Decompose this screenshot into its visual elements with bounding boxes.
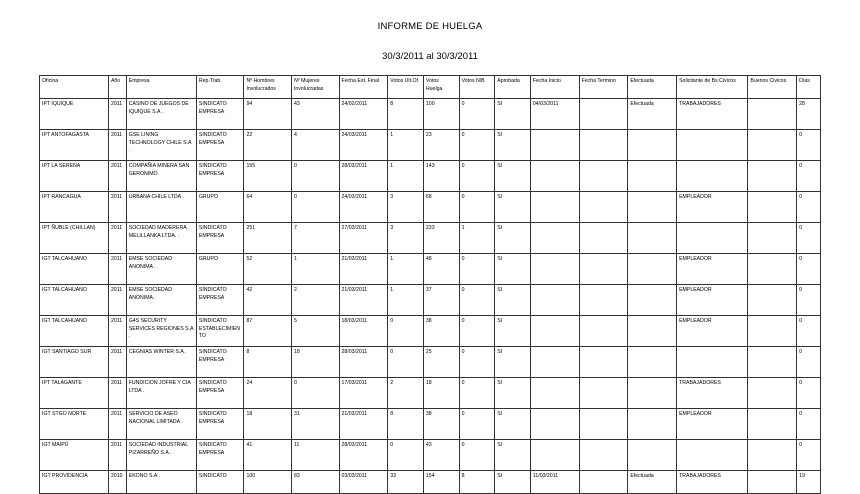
table-cell: 1 [388, 161, 424, 192]
table-cell: EMSE SOCIEDAD ANONIMA . [126, 285, 196, 316]
table-cell: 21/03/2011 [339, 285, 388, 316]
table-cell [530, 409, 579, 440]
table-cell: 0 [459, 99, 495, 130]
table-cell: 0 [797, 161, 821, 192]
table-cell: GSE LINING TECHNOLOGY CHILE S.A . [126, 130, 196, 161]
column-header: Rep.Trab. [196, 76, 244, 99]
table-cell: IGT TALCAHUANO [40, 254, 109, 285]
table-cell: 64 [244, 192, 292, 223]
table-cell: 0 [459, 378, 495, 409]
table-cell: SINDICATO EMPRESA [196, 285, 244, 316]
table-cell: 0 [797, 285, 821, 316]
table-cell: EMPLEADOR [677, 316, 748, 347]
table-cell: 11 [291, 440, 339, 471]
table-row [40, 440, 821, 471]
table-cell: 22 [244, 130, 292, 161]
table-cell [530, 316, 579, 347]
table-cell [530, 130, 579, 161]
table-cell [748, 316, 797, 347]
table-cell: IPT ÑUBLE (CHILLAN) [40, 223, 109, 254]
table-header-row [40, 76, 821, 99]
table-cell: SI [495, 378, 531, 409]
table-cell: 21/03/2011 [339, 254, 388, 285]
table-cell [677, 223, 748, 254]
table-cell: 38 [423, 316, 459, 347]
table-cell: EKONO S.A . [126, 471, 196, 494]
table-cell: SI [495, 192, 531, 223]
table-cell: 24/02/2011 [339, 99, 388, 130]
table-cell: SINDICATO EMPRESA [196, 130, 244, 161]
table-cell: 21/03/2011 [339, 409, 388, 440]
table-cell: SINDICATO EMPRESA [196, 440, 244, 471]
table-cell: 1 [459, 223, 495, 254]
table-cell: SI [495, 161, 531, 192]
table-cell [677, 161, 748, 192]
table-cell: SI [495, 223, 531, 254]
table-cell: 19 [797, 471, 821, 494]
table-cell: 100 [423, 99, 459, 130]
table-cell: 2011 [108, 409, 126, 440]
table-cell: 2011 [108, 440, 126, 471]
strike-report-table [39, 75, 821, 494]
table-cell: 1 [388, 130, 424, 161]
table-cell: SI [495, 254, 531, 285]
table-cell: G4S SECURITY SERVICES REGIONES S.A . [126, 316, 196, 347]
table-cell [628, 285, 677, 316]
table-cell [579, 192, 628, 223]
table-cell [628, 316, 677, 347]
table-cell: 7 [291, 223, 339, 254]
table-cell: GRUPO [196, 254, 244, 285]
table-cell: TRABAJADORES [677, 378, 748, 409]
table-cell: FUNDICION JOFRE Y CIA LTDA . [126, 378, 196, 409]
table-cell: 52 [244, 254, 292, 285]
report-title: INFORME DE HUELGA [377, 21, 483, 32]
table-cell: 0 [291, 192, 339, 223]
table-cell: SINDICATO [196, 471, 244, 494]
column-header: Efectuada [628, 76, 677, 99]
table-cell [748, 347, 797, 378]
table-cell: SOCIEDAD INDUSTRIAL PIZARREÑO S.A . [126, 440, 196, 471]
table-cell: 43 [291, 99, 339, 130]
report-date-range: 30/3/2011 al 30/3/2011 [382, 51, 478, 62]
table-row [40, 347, 821, 378]
table-cell: 143 [423, 161, 459, 192]
column-header: Votos Ult.Of. [388, 76, 424, 99]
table-cell: IPT LA SERENA [40, 161, 109, 192]
table-cell: SINDICATO EMPRESA [196, 378, 244, 409]
table-cell: SI [495, 471, 531, 494]
table-cell: 87 [244, 316, 292, 347]
table-cell: CEGNIAS WINTER S.A . [126, 347, 196, 378]
table-cell [579, 378, 628, 409]
column-header: Fecha Termino [579, 76, 628, 99]
column-header: Votos N/B [459, 76, 495, 99]
table-cell: 0 [388, 316, 424, 347]
table-cell: 1 [291, 254, 339, 285]
table-cell: 8 [459, 471, 495, 494]
table-cell: 0 [797, 378, 821, 409]
table-cell: 24/03/2011 [339, 130, 388, 161]
table-cell: EMPLEADOR [677, 254, 748, 285]
table-cell [748, 378, 797, 409]
table-cell: SINDICATO EMPRESA [196, 409, 244, 440]
table-cell: 28/03/2011 [339, 440, 388, 471]
column-header: Año [108, 76, 126, 99]
table-cell: EMPLEADOR [677, 192, 748, 223]
table-cell [579, 409, 628, 440]
table-cell: 27/03/2011 [339, 223, 388, 254]
table-cell [677, 130, 748, 161]
table-cell: 18/03/2011 [339, 316, 388, 347]
table-cell: IGT TALCAHUANO [40, 285, 109, 316]
table-cell [628, 223, 677, 254]
table-cell [748, 471, 797, 494]
table-cell: 18 [423, 378, 459, 409]
table-cell: 0 [459, 440, 495, 471]
table-cell: 1 [388, 285, 424, 316]
table-cell [579, 440, 628, 471]
table-cell: EMPLEADOR [677, 409, 748, 440]
table-row [40, 378, 821, 409]
table-cell: SINDICATO EMPRESA [196, 161, 244, 192]
table-cell: 83 [291, 471, 339, 494]
table-cell: EMSE SOCIEDAD ANONIMA . [126, 254, 196, 285]
table-cell: SINDICATO ESTABLECIMIENTO [196, 316, 244, 347]
table-cell: 0 [388, 347, 424, 378]
table-row [40, 161, 821, 192]
table-cell [530, 285, 579, 316]
table-cell: Efectuada [628, 99, 677, 130]
table-cell: 25 [423, 347, 459, 378]
table-body [40, 99, 821, 494]
table-cell [530, 192, 579, 223]
table-cell [530, 440, 579, 471]
table-cell [677, 347, 748, 378]
table-row [40, 409, 821, 440]
table-cell: 2010 [108, 471, 126, 494]
table-cell: 0 [459, 409, 495, 440]
table-cell: 0 [459, 130, 495, 161]
column-header: Nº Hombres Involucrados [244, 76, 292, 99]
table-cell [748, 223, 797, 254]
table-cell [579, 316, 628, 347]
table-cell: SI [495, 440, 531, 471]
column-header: Empresa [126, 76, 196, 99]
table-cell: 2011 [108, 130, 126, 161]
table-cell: EMPLEADOR [677, 285, 748, 316]
table-cell [748, 192, 797, 223]
table-cell: SINDICATO EMPRESA [196, 223, 244, 254]
table-row [40, 316, 821, 347]
table-cell: IPT RANCAGUA [40, 192, 109, 223]
table-cell: IPT ANTOFAGASTA [40, 130, 109, 161]
table-cell: 0 [459, 316, 495, 347]
table-cell: 1 [388, 254, 424, 285]
table-cell [579, 285, 628, 316]
table-cell [628, 161, 677, 192]
table-cell: IPT TALAGANTE [40, 378, 109, 409]
table-cell: 28/03/2011 [339, 347, 388, 378]
table-cell: SI [495, 130, 531, 161]
table-cell: 04/03/2011 [530, 99, 579, 130]
table-cell: IGT MAIPÚ [40, 440, 109, 471]
table-cell [579, 254, 628, 285]
table-cell: 18 [291, 347, 339, 378]
column-header: Solicitante de Bs.Civicos [677, 76, 748, 99]
table-cell: 0 [797, 254, 821, 285]
table-cell: 0 [459, 161, 495, 192]
table-cell: 23 [423, 130, 459, 161]
column-header: Aprobada [495, 76, 531, 99]
table-cell: SINDICATO EMPRESA [196, 347, 244, 378]
table-cell: 37 [423, 285, 459, 316]
table-cell [628, 378, 677, 409]
table-cell: 0 [797, 223, 821, 254]
table-cell: COMPAÑIA MINERA SAN GERONIMO. [126, 161, 196, 192]
table-cell: 2011 [108, 316, 126, 347]
table-cell: SI [495, 409, 531, 440]
table-cell: SOCIEDAD MADERERA MELILLANKA LTDA. . [126, 223, 196, 254]
table-cell: 0 [291, 378, 339, 409]
table-cell: 38 [423, 409, 459, 440]
table-cell [579, 161, 628, 192]
table-cell: Efectuada [628, 471, 677, 494]
table-cell: 0 [797, 347, 821, 378]
table-cell: CASINO DE JUEGOS DE IQUIQUE S.A . [126, 99, 196, 130]
table-cell: 8 [244, 347, 292, 378]
table-cell: IGT SANTIAGO SUR [40, 347, 109, 378]
column-header: Fecha Est. Final [339, 76, 388, 99]
table-cell: 2011 [108, 285, 126, 316]
table-cell: 11/03/2011 [530, 471, 579, 494]
table-cell: GRUPO [196, 192, 244, 223]
table-cell [677, 440, 748, 471]
table-cell: 233 [423, 223, 459, 254]
table-row [40, 254, 821, 285]
column-header: Fecha Inicio [530, 76, 579, 99]
table-cell [748, 285, 797, 316]
table-cell: 94 [244, 99, 292, 130]
table-cell: IGT STGO NORTE [40, 409, 109, 440]
table-cell [530, 378, 579, 409]
table-cell: IPT IQUIQUE [40, 99, 109, 130]
table-cell: 3 [388, 192, 424, 223]
table-cell [628, 254, 677, 285]
table-cell: SI [495, 285, 531, 316]
table-cell: 24 [244, 378, 292, 409]
table-cell: 154 [423, 471, 459, 494]
table-cell [748, 161, 797, 192]
table-cell: 2011 [108, 192, 126, 223]
table-cell [628, 347, 677, 378]
table-cell: 0 [459, 192, 495, 223]
table-cell: 2011 [108, 347, 126, 378]
table-cell: IGT TALCAHUANO [40, 316, 109, 347]
table-cell: URBANA CHILE LTDA . [126, 192, 196, 223]
table-cell [579, 130, 628, 161]
table-cell [628, 409, 677, 440]
table-cell: 2011 [108, 378, 126, 409]
table-cell [579, 471, 628, 494]
table-cell [579, 223, 628, 254]
table-cell: 28 [797, 99, 821, 130]
table-cell [748, 409, 797, 440]
table-cell [748, 440, 797, 471]
table-cell: 155 [244, 161, 292, 192]
table-cell: 2011 [108, 254, 126, 285]
table-cell: 24/03/2011 [339, 192, 388, 223]
table-row [40, 192, 821, 223]
table-cell: 0 [291, 161, 339, 192]
table-cell [579, 347, 628, 378]
table-cell: SI [495, 316, 531, 347]
table-cell: 0 [388, 440, 424, 471]
table-cell: 2 [291, 285, 339, 316]
table-cell [530, 347, 579, 378]
table-row [40, 471, 821, 494]
table-cell: 4 [291, 130, 339, 161]
table-cell [748, 99, 797, 130]
table-cell: 0 [459, 254, 495, 285]
table-cell: 0 [797, 440, 821, 471]
table-cell: 17/03/2011 [339, 378, 388, 409]
table-cell: 2011 [108, 223, 126, 254]
table-cell [530, 161, 579, 192]
table-cell: IGT PROVIDENCIA [40, 471, 109, 494]
table-row [40, 99, 821, 130]
table-cell: 0 [459, 347, 495, 378]
table-cell: 03/03/2011 [339, 471, 388, 494]
table-cell: 5 [291, 316, 339, 347]
table-cell: TRABAJADORES [677, 471, 748, 494]
table-cell [748, 254, 797, 285]
table-cell: 2011 [108, 99, 126, 130]
table-cell [628, 440, 677, 471]
table-cell [530, 254, 579, 285]
table-cell: 3 [388, 223, 424, 254]
table-cell: TRABAJADORES [677, 99, 748, 130]
table-cell: SINDICATO EMPRESA [196, 99, 244, 130]
table-cell: 33 [388, 471, 424, 494]
table-cell: 41 [244, 440, 292, 471]
table-cell: 0 [797, 130, 821, 161]
table-cell [628, 192, 677, 223]
table-cell [530, 223, 579, 254]
table-row [40, 130, 821, 161]
table-cell: SI [495, 99, 531, 130]
table-cell: 8 [388, 99, 424, 130]
table-cell [748, 130, 797, 161]
table-cell: 42 [244, 285, 292, 316]
table-cell: 48 [423, 254, 459, 285]
table-cell: 251 [244, 223, 292, 254]
table-cell: 0 [797, 409, 821, 440]
table-cell: 2 [388, 378, 424, 409]
table-cell: 0 [797, 192, 821, 223]
table-cell: 0 [459, 285, 495, 316]
column-header: Oficina [40, 76, 109, 99]
table-cell: 0 [797, 316, 821, 347]
column-header: Votos Huelga [423, 76, 459, 99]
column-header: Buenos Civicos [748, 76, 797, 99]
table-cell: 8 [388, 409, 424, 440]
table-row [40, 223, 821, 254]
column-header: Días [797, 76, 821, 99]
table-cell [579, 99, 628, 130]
table-cell: 43 [423, 440, 459, 471]
table-cell: SERVICIO DE ASEO NACIONAL LIMITADA . [126, 409, 196, 440]
table-cell: 31 [291, 409, 339, 440]
table-cell: 2011 [108, 161, 126, 192]
table-cell: 18 [244, 409, 292, 440]
table-row [40, 285, 821, 316]
table-cell [628, 130, 677, 161]
table-cell: 68 [423, 192, 459, 223]
column-header: Nº Mujeres Involucradas [291, 76, 339, 99]
table-cell: 100 [244, 471, 292, 494]
table-cell: SI [495, 347, 531, 378]
table-cell: 28/03/2011 [339, 161, 388, 192]
